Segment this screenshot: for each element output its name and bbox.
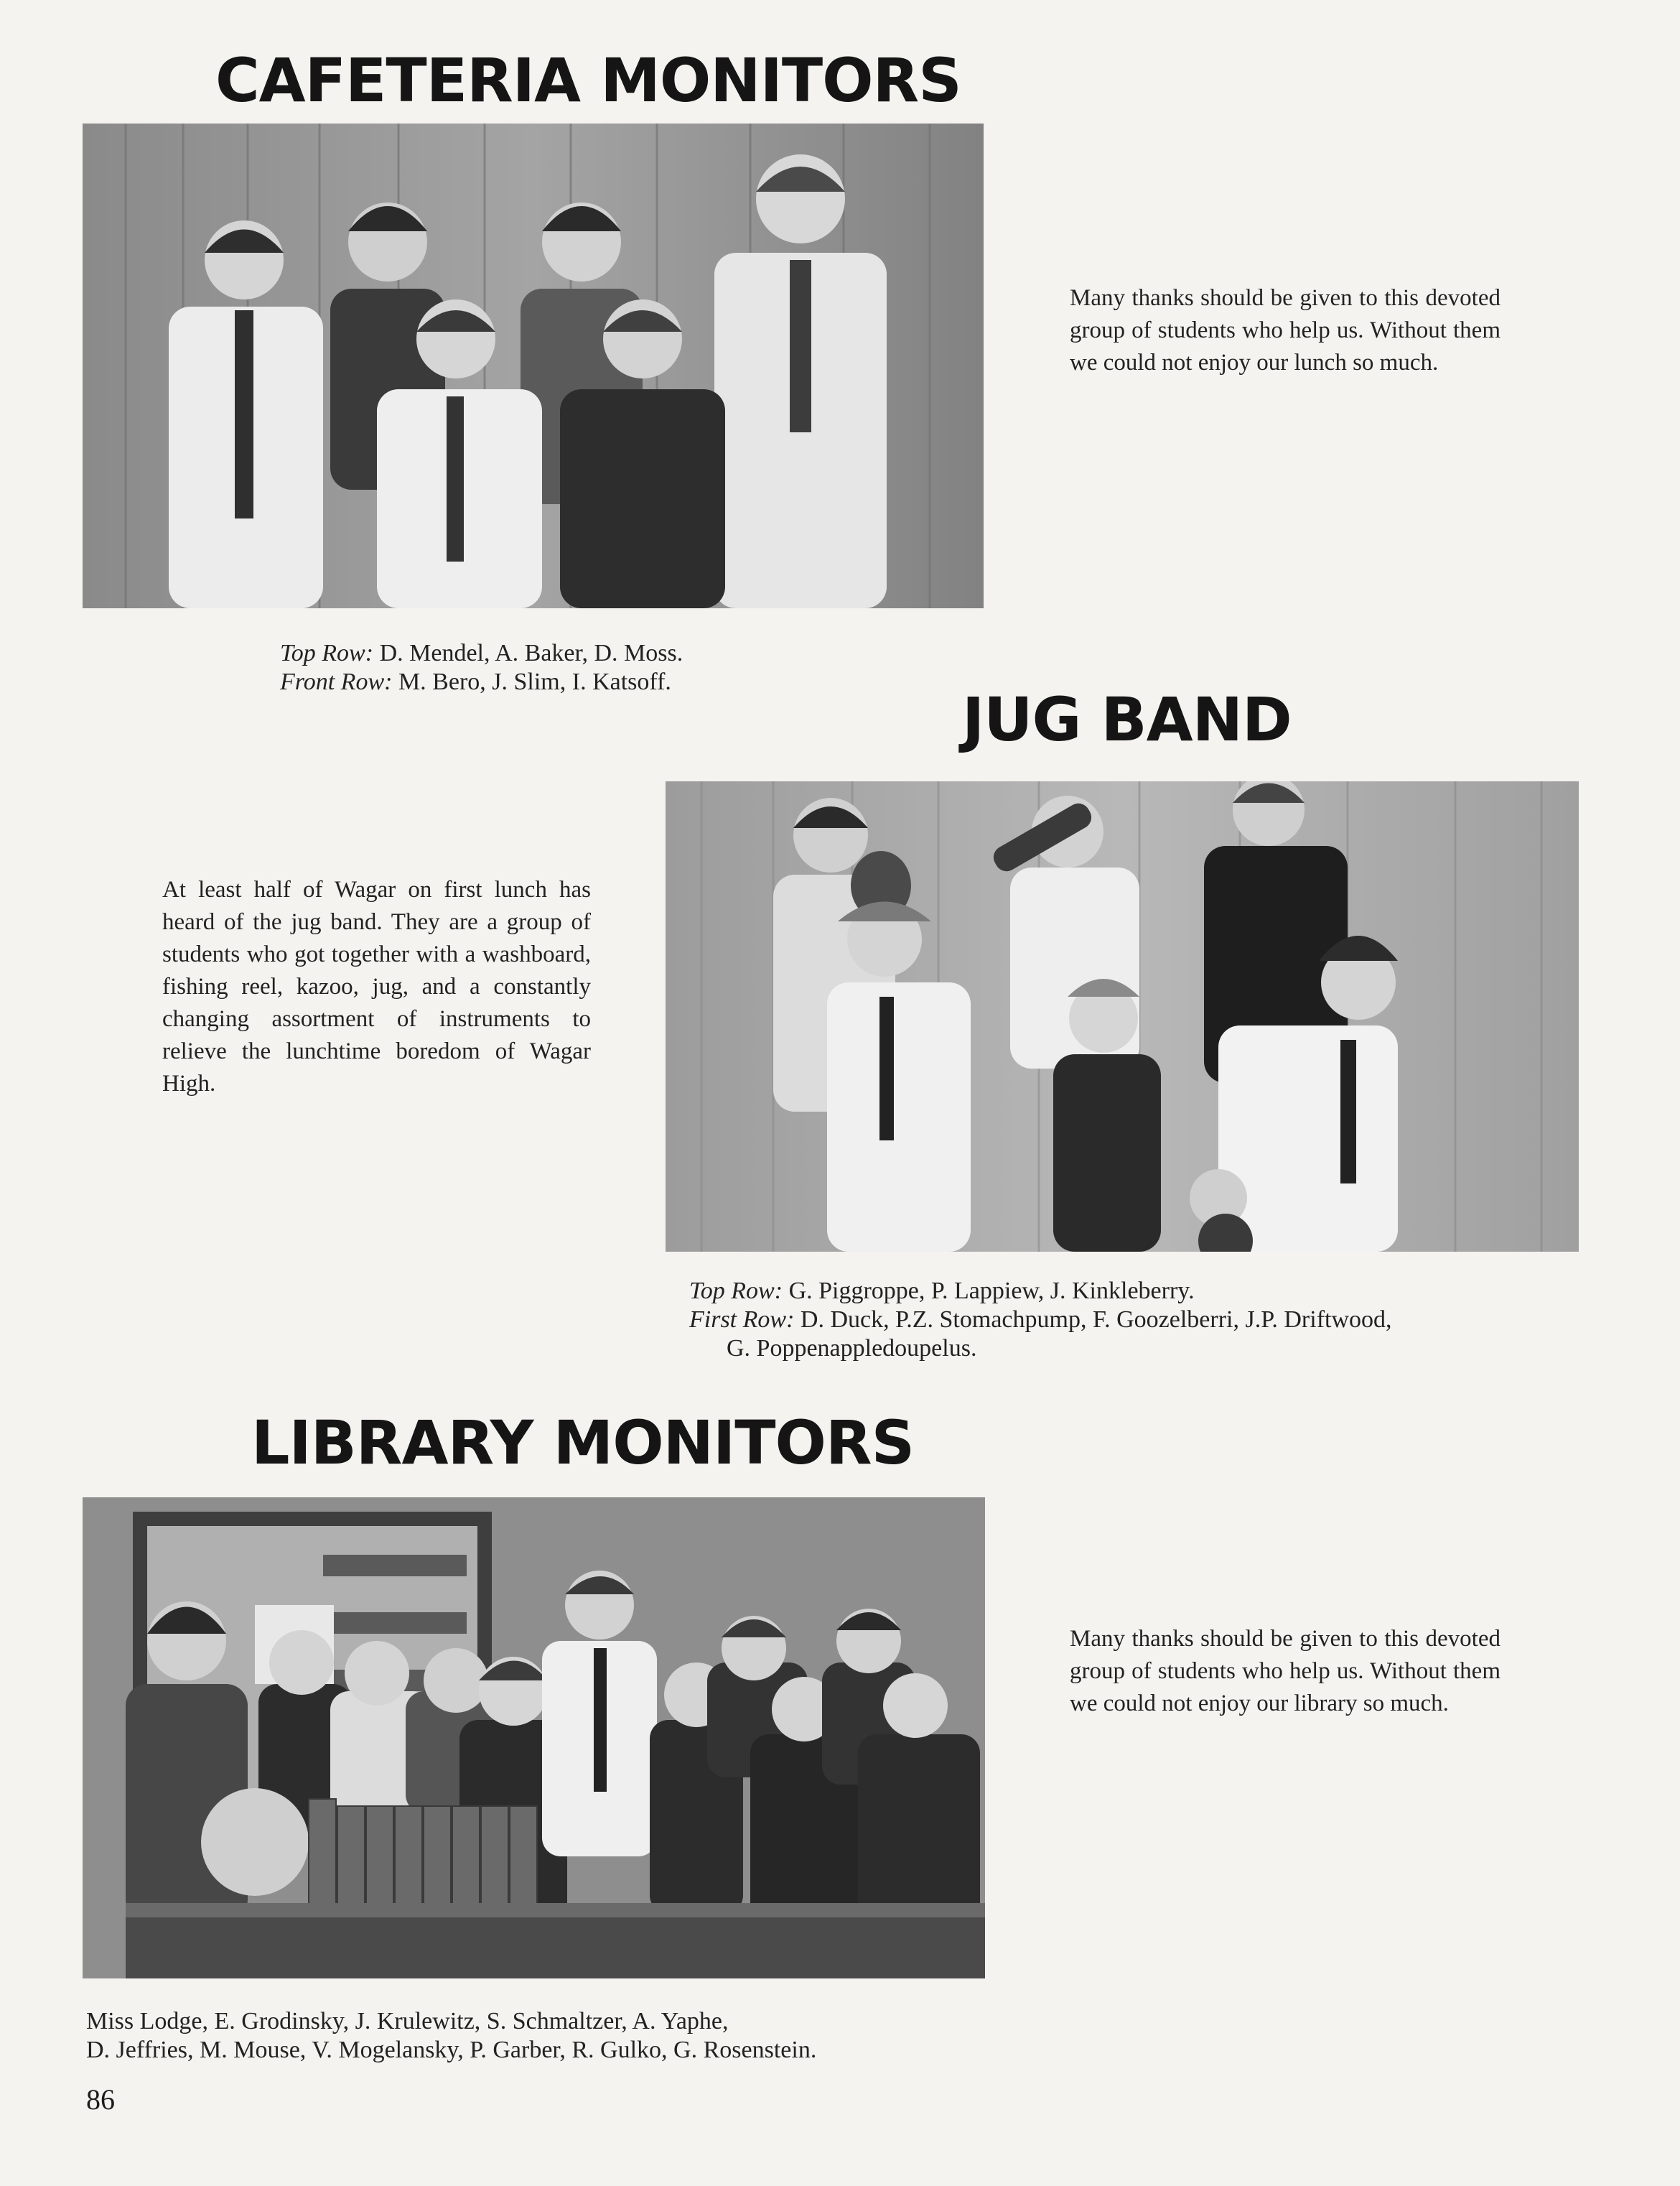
page-number: 86	[86, 2083, 115, 2116]
caption-label: Top Row:	[689, 1278, 783, 1304]
jug-band-photo	[666, 781, 1579, 1252]
caption-names: M. Bero, J. Slim, I. Katsoff.	[398, 669, 671, 695]
caption-names: D. Duck, P.Z. Stomachpump, F. Goozelberri, J.P. Driftwood,	[800, 1306, 1392, 1333]
caption-label: Front Row:	[280, 669, 393, 695]
cafeteria-monitors-blurb: Many thanks should be given to this devoted group of students who help us. Without them we could not enjoy our lunch so much.	[1070, 285, 1501, 376]
library-monitors-photo	[83, 1497, 985, 1978]
jug-band-caption	[689, 1277, 1392, 1363]
jug-band-heading: JUG BAND	[962, 684, 1292, 755]
caption-label: First Row:	[689, 1306, 795, 1333]
cafeteria-monitors-photo	[83, 124, 984, 608]
caption-names: G. Piggroppe, P. Lappiew, J. Kinkleberry.	[788, 1278, 1195, 1304]
library-monitors-heading: LIBRARY MONITORS	[251, 1408, 915, 1478]
caption-names: Miss Lodge, E. Grodinsky, J. Krulewitz, S. Schmaltzer, A. Yaphe,	[86, 2008, 729, 2034]
caption-label: Top Row:	[280, 640, 374, 666]
library-monitors-caption	[86, 2007, 816, 2065]
jug-band-blurb: At least half of Wagar on first lunch has heard of the jug band. They are a group of students who got together with a washboard, fishing reel, kazoo, jug, and a constantly changing assortment of instruments to relieve the lunchtime boredom of Wagar High.	[162, 877, 591, 1097]
cafeteria-monitors-heading: CAFETERIA MONITORS	[215, 45, 961, 116]
caption-names: G. Poppenappledoupelus.	[727, 1335, 977, 1362]
cafeteria-monitors-caption	[280, 639, 683, 697]
caption-names: D. Jeffries, M. Mouse, V. Mogelansky, P. Garber, R. Gulko, G. Rosenstein.	[86, 2037, 817, 2063]
caption-names: D. Mendel, A. Baker, D. Moss.	[379, 640, 683, 666]
library-monitors-blurb: Many thanks should be given to this devoted group of students who help us. Without them we could not enjoy our library so much.	[1070, 1626, 1501, 1716]
